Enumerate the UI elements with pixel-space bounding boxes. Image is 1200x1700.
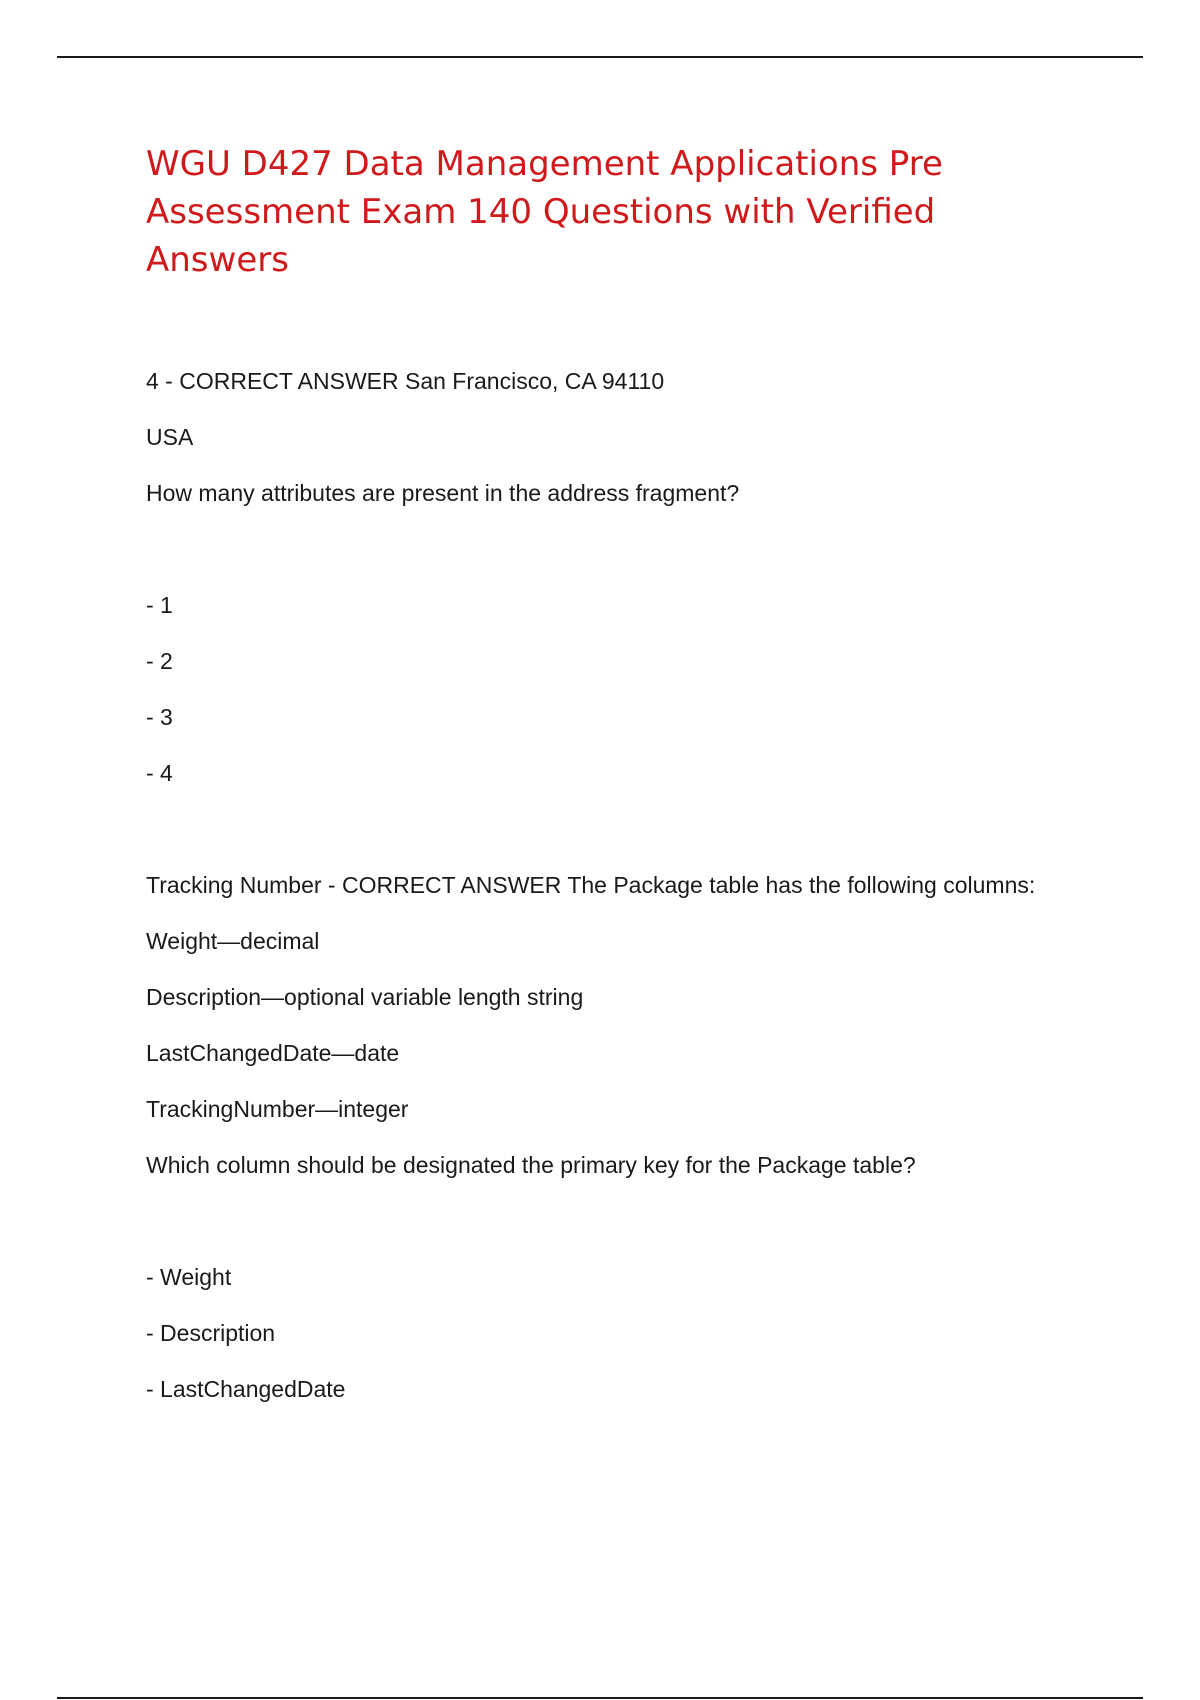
spacer (146, 530, 1046, 586)
q1-option: - 4 (146, 760, 173, 786)
q1-answer-line: 4 - CORRECT ANSWER San Francisco, CA 94110 (146, 368, 665, 394)
q2-prompt: Which column should be designated the primary key for the Package table? (146, 1152, 916, 1178)
q2-option: - LastChangedDate (146, 1376, 346, 1402)
document-body (146, 362, 1046, 1426)
q1-prompt: How many attributes are present in the address fragment? (146, 480, 740, 506)
document-title: WGU D427 Data Management Applications Pre Assessment Exam 140 Questions with Verified Answers (146, 144, 943, 280)
q2-option: - Description (146, 1320, 276, 1346)
q2-column: Weight—decimal (146, 928, 320, 954)
q1-option: - 2 (146, 648, 173, 674)
q2-column: Description—optional variable length string (146, 984, 584, 1010)
q2-answer-line: Tracking Number - CORRECT ANSWER The Package table has the following columns: (146, 872, 1036, 898)
header-rule (57, 56, 1143, 58)
footer-rule (57, 1697, 1143, 1699)
spacer (146, 1202, 1046, 1258)
spacer (146, 810, 1046, 866)
q2-column: LastChangedDate—date (146, 1040, 400, 1066)
q2-column: TrackingNumber—integer (146, 1096, 409, 1122)
q1-country-line: USA (146, 424, 194, 450)
q1-option: - 3 (146, 704, 173, 730)
q2-option: - Weight (146, 1264, 232, 1290)
q1-option: - 1 (146, 592, 173, 618)
